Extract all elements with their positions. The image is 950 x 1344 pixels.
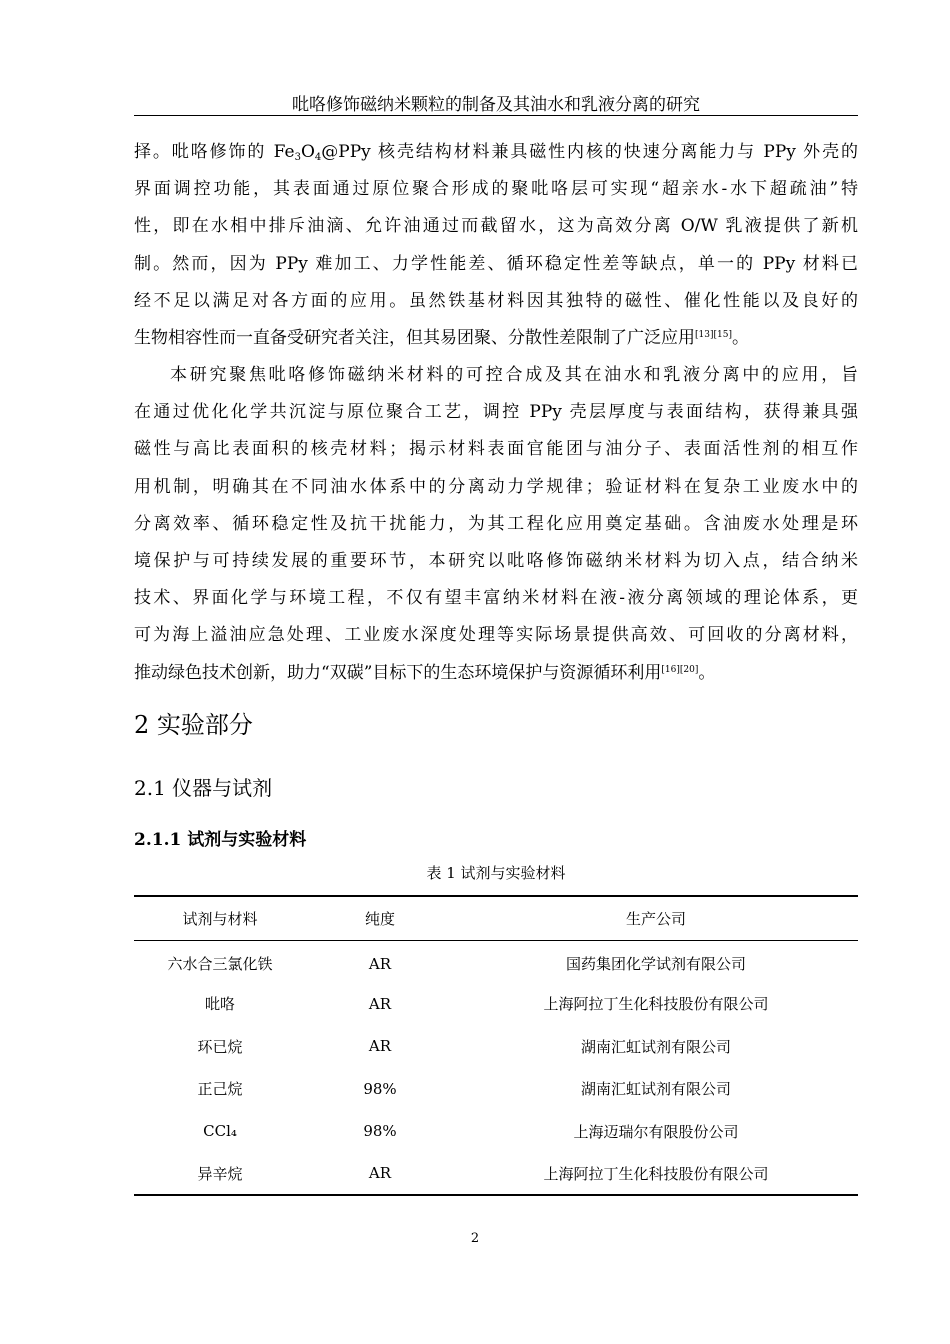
table-cell: 湖南汇虹试剂有限公司 <box>580 1037 731 1056</box>
table-cell: 98% <box>363 1122 397 1141</box>
paragraph-2 <box>134 357 858 692</box>
table-cell: 国药集团化学试剂有限公司 <box>565 955 746 973</box>
text-line: 境保护与可持续发展的重要环节，本研究以吡咯修饰磁纳米材料为切入点，结合纳米 <box>134 550 858 571</box>
table-cell: 吡咯 <box>204 995 235 1014</box>
citation: [16][20] <box>661 664 699 675</box>
subscript: 3 <box>294 152 301 163</box>
table-cell: AR <box>368 954 392 973</box>
table-cell: CCl₄ <box>203 1122 237 1141</box>
column-header: 试剂与材料 <box>182 909 258 928</box>
text-line <box>134 320 858 357</box>
table-cell: 正己烷 <box>197 1080 243 1099</box>
table-cell: 六水合三氯化铁 <box>167 955 273 973</box>
table-header-row <box>134 896 858 940</box>
column-header: 生产公司 <box>625 909 686 928</box>
subsection-heading: 2.1 仪器与试剂 <box>134 776 273 800</box>
text-line <box>134 134 858 171</box>
text-line: 界面调控功能，其表面通过原位聚合形成的聚吡咯层可实现“超亲水-水下超疏油”特 <box>134 179 858 200</box>
table-cell: 环已烷 <box>197 1037 243 1056</box>
text: 生物相容性而一直备受研究者关注，但其易团聚、分散性差限制了广泛应用 <box>134 327 695 348</box>
text-line: 用机制，明确其在不同油水体系中的分离动力学规律；验证材料在复杂工业废水中的 <box>134 476 858 497</box>
text: 。 <box>698 662 716 683</box>
text: @PPy 核壳结构材料兼具磁性内核的快速分离能力与 PPy 外壳的 <box>321 142 858 162</box>
text-line: 可为海上溢油应急处理、工业废水深度处理等实际场景提供高效、可回收的分离材料， <box>134 625 858 646</box>
table-cell: 上海阿拉丁生化科技股份有限公司 <box>543 1164 769 1183</box>
text: 择。吡咯修饰的 Fe <box>134 142 295 162</box>
table-cell: 湖南汇虹试剂有限公司 <box>580 1080 731 1099</box>
table-row <box>134 1068 858 1111</box>
table-cell: 异辛烷 <box>197 1164 243 1183</box>
table-cell: 上海迈瑞尔有限股份公司 <box>573 1122 739 1141</box>
text: 推动绿色技术创新，助力“双碳”目标下的生态环境保护与资源循环利用 <box>134 662 662 683</box>
table-row <box>134 940 858 983</box>
table-row <box>134 1025 858 1068</box>
text-line: 性，即在水相中排斥油滴、允许油通过而截留水，这为高效分离 O/W 乳液提供了新机 <box>134 216 858 237</box>
subsubsection-heading: 2.1.1 试剂与实验材料 <box>134 830 307 850</box>
table-row <box>134 1110 858 1153</box>
table-row <box>134 1153 858 1196</box>
citation: [13][15] <box>695 329 732 340</box>
page-number: 2 <box>470 1231 480 1246</box>
table-caption: 表 1 试剂与实验材料 <box>426 864 566 882</box>
running-header: 吡咯修饰磁纳米颗粒的制备及其油水和乳液分离的研究 <box>134 90 858 116</box>
text-line: 分离效率、循环稳定性及抗干扰能力，为其工程化应用奠定基础。含油废水处理是环 <box>134 513 858 534</box>
column-header: 纯度 <box>364 909 395 928</box>
section-heading: 2 实验部分 <box>134 711 253 739</box>
table-row <box>134 983 858 1026</box>
text-line: 制。然而，因为 PPy 难加工、力学性能差、循环稳定性差等缺点，单一的 PPy 材料已 <box>134 253 858 274</box>
text-line: 经不足以满足对各方面的应用。虽然铁基材料因其独特的磁性、催化性能以及良好的 <box>134 290 858 311</box>
reagents-table <box>134 895 858 1196</box>
text-line: 磁性与高比表面积的核壳材料；揭示材料表面官能团与油分子、表面活性剂的相互作 <box>134 439 858 460</box>
text: O <box>300 142 315 162</box>
table-cell: AR <box>368 1037 392 1056</box>
table-cell: AR <box>368 1164 392 1183</box>
subscript: 4 <box>314 152 322 163</box>
table-cell: AR <box>368 994 392 1013</box>
text-line: 在通过优化化学共沉淀与原位聚合工艺，调控 PPy 壳层厚度与表面结构，获得兼具强 <box>134 402 858 423</box>
table-cell: 98% <box>363 1079 397 1098</box>
paragraph-1 <box>134 134 858 357</box>
text-line <box>134 655 858 692</box>
text: 。 <box>731 327 749 348</box>
table-cell: 上海阿拉丁生化科技股份有限公司 <box>543 995 769 1014</box>
text-line: 技术、界面化学与环境工程，不仅有望丰富纳米材料在液-液分离领域的理论体系，更 <box>134 588 858 609</box>
text-line: 本研究聚焦吡咯修饰磁纳米材料的可控合成及其在油水和乳液分离中的应用，旨 <box>170 365 858 385</box>
